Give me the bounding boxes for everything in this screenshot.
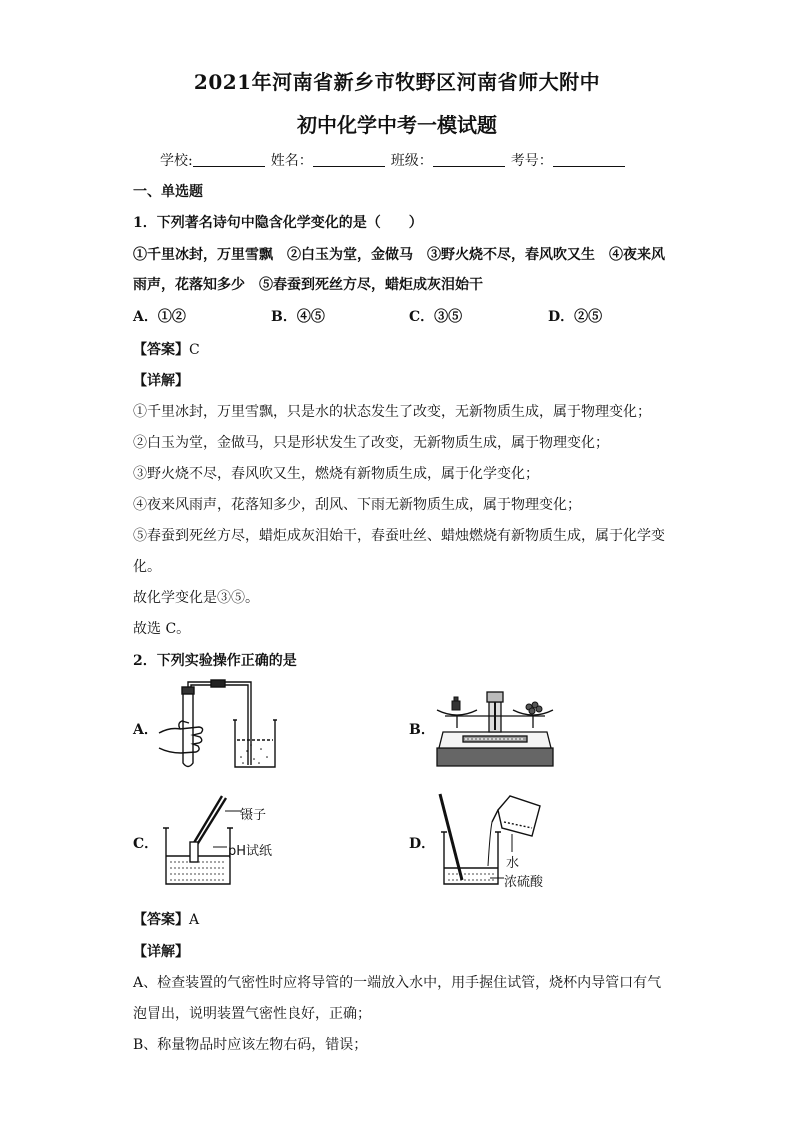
q2-option-c[interactable]: C． [133,836,159,852]
q1-detail-line: 化。 [133,559,161,575]
label-tweezers: 镊子 [240,808,267,823]
q2-option-b[interactable]: B． [409,722,435,738]
q2-detail-line: 泡冒出，说明装置气密性良好，正确； [133,1006,371,1022]
q1-detail-line: ⑤春蚕到死丝方尽，蜡炬成灰泪始干，春蚕吐丝、蜡烛燃烧有新物质生成，属于化学变 [133,528,665,544]
label-concentrated-sulfuric-acid: 浓硫酸 [504,875,544,890]
q1-detail-line: 故选 C。 [133,621,191,637]
q1-detail-line: ④夜来风雨声，花落知多少，刮风、下雨无新物质生成，属于物理变化； [133,497,581,513]
q1-option-c[interactable]: C．③⑤ [409,309,463,325]
q1-detail-line: ①千里冰封，万里雪飘，只是水的状态发生了改变，无新物质生成，属于物理变化； [133,404,651,420]
q2-detail-label: 【详解】 [133,944,189,960]
name-label: 姓名： [270,153,313,169]
q2-option-d[interactable]: D． [409,836,436,852]
q1-answer-value: C [189,342,200,358]
q2-answer-label: 【答案】 [133,912,189,928]
q1-answer [133,339,673,359]
q1-detail-line: 故化学变化是③⑤。 [133,590,259,606]
doc-title-line2: 初中化学中考一模试题 [297,113,497,137]
label-ph-paper: pH试纸 [228,844,273,859]
q1-detail-line: ②白玉为堂，金做马，只是形状发生了改变，无新物质生成，属于物理变化； [133,435,609,451]
q2-answer-value: A [189,912,200,928]
doc-title-line1: 2021年河南省新乡市牧野区河南省师大附中 [193,70,601,94]
school-blank[interactable] [193,152,265,167]
q1-detail-line: ③野火烧不尽，春风吹又生，燃烧有新物质生成，属于化学变化； [133,466,539,482]
q1-answer-label: 【答案】 [133,342,189,358]
figure-a-airtightness-check[interactable] [155,675,285,775]
label-water: 水 [506,856,520,871]
exam-number-label: 考号： [510,153,553,169]
q2-option-a[interactable]: A． [133,722,158,738]
exam-number-blank[interactable] [553,152,625,167]
q2-stem: 2．下列实验操作正确的是 [133,653,297,669]
section-heading: 一、单选题 [133,184,203,200]
q1-text-line1: ①千里冰封，万里雪飘 ②白玉为堂，金做马 ③野火烧不尽，春风吹又生 ④夜来风 [133,247,665,263]
q1-stem: 1．下列著名诗句中隐含化学变化的是（ ） [133,215,423,231]
student-info-line [160,150,631,170]
q1-detail-label: 【详解】 [133,373,189,389]
q2-detail-line: A、检查装置的气密性时应将导管的一端放入水中，用手握住试管，烧杯内导管口有气 [133,975,662,991]
class-blank[interactable] [433,152,505,167]
figure-b-balance[interactable] [435,686,555,770]
q2-detail-line: B、称量物品时应该左物右码，错误； [133,1037,368,1053]
q1-option-a[interactable]: A．①② [133,309,186,325]
q2-answer [133,909,673,929]
class-label: 班级： [390,153,433,169]
q1-option-d[interactable]: D．②⑤ [548,309,603,325]
q1-option-b[interactable]: B．④⑤ [271,309,325,325]
name-blank[interactable] [313,152,385,167]
q1-text-line2: 雨声，花落知多少 ⑤春蚕到死丝方尽，蜡炬成灰泪始干 [133,277,483,293]
school-label: 学校: [160,153,193,169]
